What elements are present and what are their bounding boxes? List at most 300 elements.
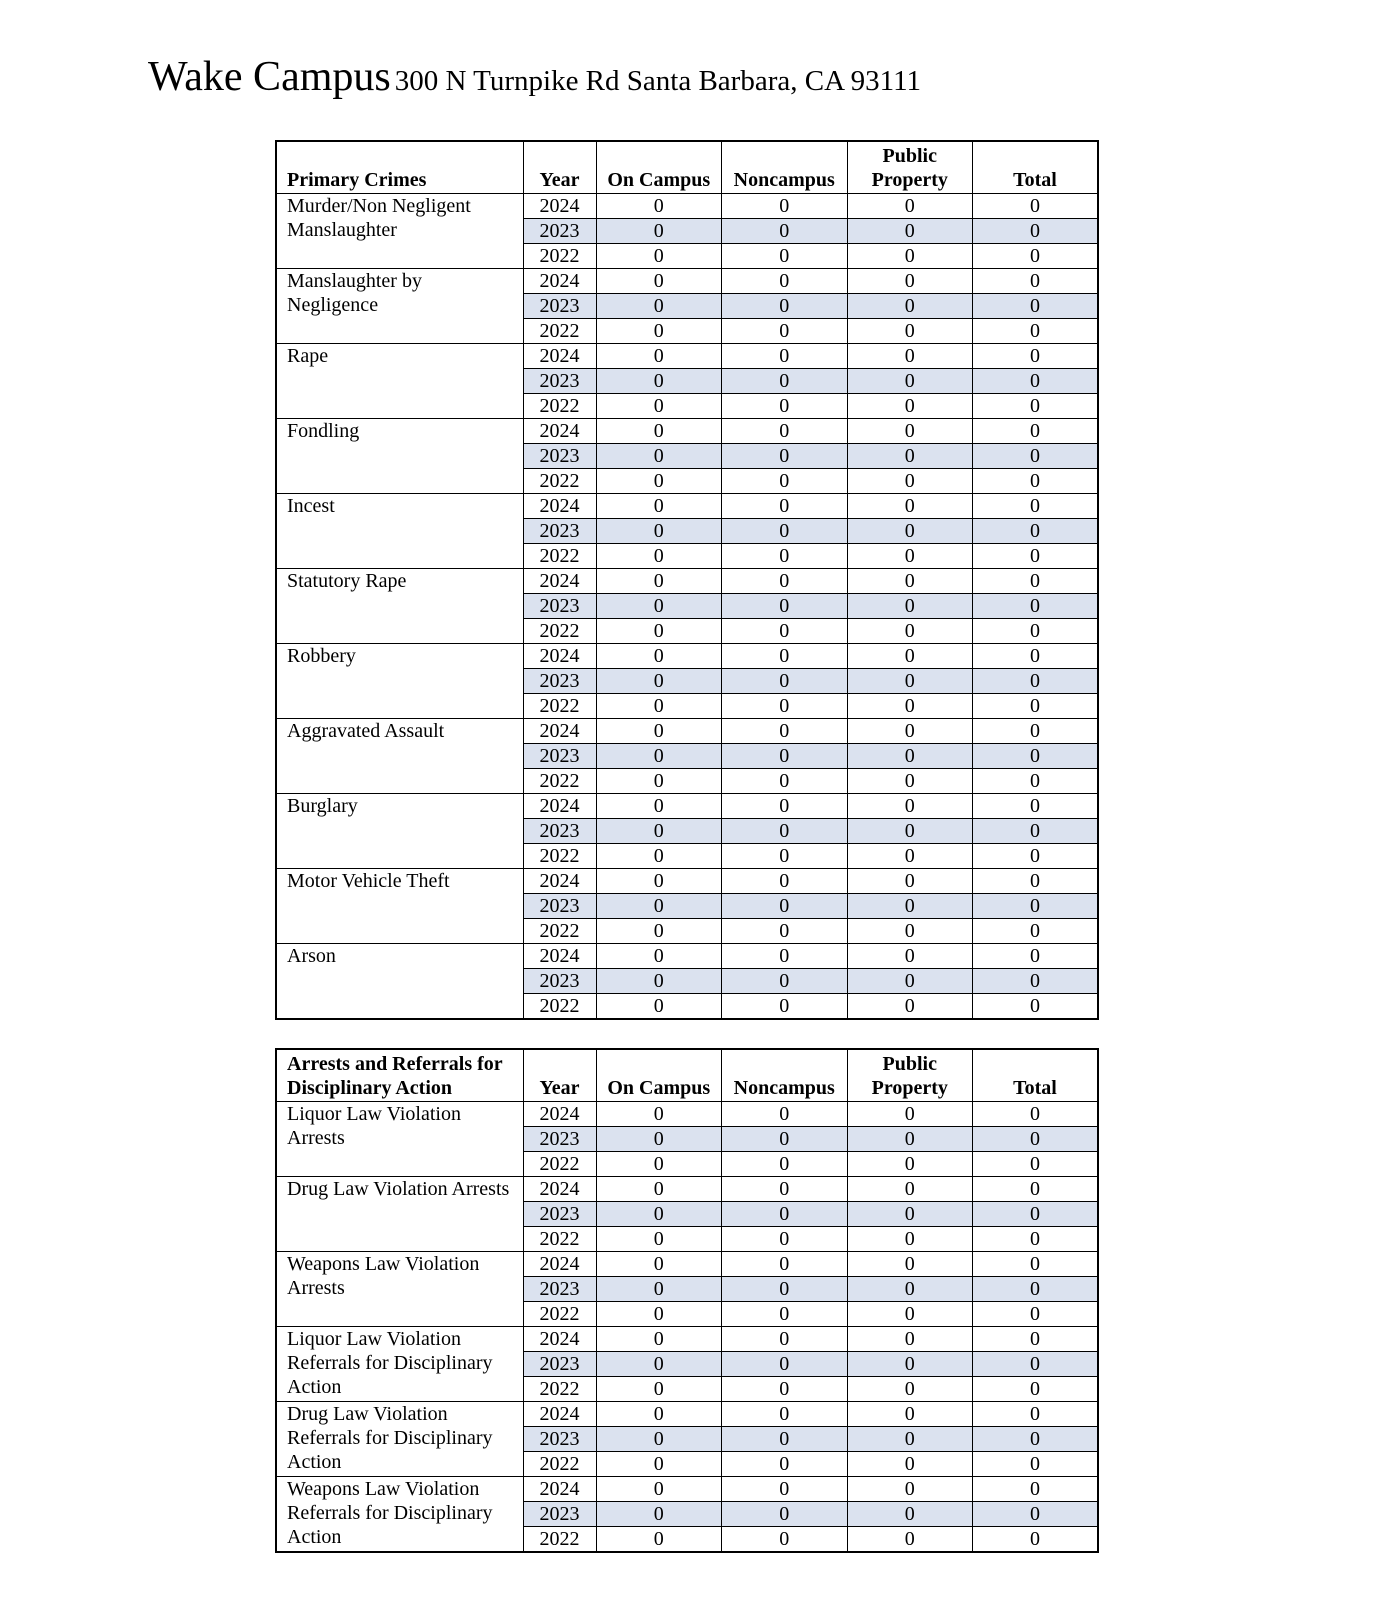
value-cell: 0 (847, 469, 973, 494)
year-cell: 2022 (523, 469, 596, 494)
value-cell: 0 (722, 1252, 848, 1277)
value-cell: 0 (596, 994, 722, 1020)
value-cell: 0 (973, 769, 1099, 794)
data-row (276, 1252, 1098, 1277)
value-cell: 0 (722, 1102, 848, 1127)
value-cell: 0 (847, 219, 973, 244)
year-cell: 2022 (523, 994, 596, 1020)
value-cell: 0 (847, 844, 973, 869)
value-cell: 0 (722, 444, 848, 469)
data-row (276, 1402, 1098, 1427)
value-cell: 0 (722, 619, 848, 644)
value-cell: 0 (722, 469, 848, 494)
year-cell: 2024 (523, 1177, 596, 1202)
value-cell: 0 (722, 1127, 848, 1152)
campus-name: Wake Campus (148, 54, 391, 100)
year-cell: 2023 (523, 894, 596, 919)
value-cell: 0 (847, 1177, 973, 1202)
value-cell: 0 (973, 444, 1099, 469)
value-cell: 0 (847, 1302, 973, 1327)
value-cell: 0 (973, 1527, 1099, 1553)
column-header-on-campus: On Campus (596, 1049, 722, 1102)
year-cell: 2024 (523, 1252, 596, 1277)
category-cell: Rape (276, 344, 523, 419)
value-cell: 0 (722, 219, 848, 244)
category-cell: Liquor Law Violation Referrals for Disciplinary Action (276, 1327, 523, 1402)
value-cell: 0 (722, 519, 848, 544)
value-cell: 0 (973, 919, 1099, 944)
category-cell: Arson (276, 944, 523, 1020)
column-header-year: Year (523, 141, 596, 194)
value-cell: 0 (973, 1502, 1099, 1527)
year-cell: 2022 (523, 619, 596, 644)
value-cell: 0 (596, 844, 722, 869)
column-header-noncampus: Noncampus (722, 1049, 848, 1102)
column-header-total: Total (973, 1049, 1099, 1102)
value-cell: 0 (973, 994, 1099, 1020)
value-cell: 0 (596, 1327, 722, 1352)
value-cell: 0 (973, 294, 1099, 319)
value-cell: 0 (847, 1352, 973, 1377)
value-cell: 0 (596, 1502, 722, 1527)
value-cell: 0 (973, 1277, 1099, 1302)
year-cell: 2022 (523, 244, 596, 269)
year-cell: 2023 (523, 444, 596, 469)
value-cell: 0 (847, 1452, 973, 1477)
value-cell: 0 (847, 319, 973, 344)
data-row (276, 869, 1098, 894)
value-cell: 0 (596, 319, 722, 344)
year-cell: 2023 (523, 219, 596, 244)
value-cell: 0 (722, 944, 848, 969)
year-cell: 2024 (523, 869, 596, 894)
value-cell: 0 (973, 594, 1099, 619)
value-cell: 0 (973, 194, 1099, 219)
value-cell: 0 (847, 1377, 973, 1402)
year-cell: 2024 (523, 269, 596, 294)
value-cell: 0 (847, 394, 973, 419)
value-cell: 0 (973, 969, 1099, 994)
value-cell: 0 (596, 794, 722, 819)
year-cell: 2023 (523, 594, 596, 619)
value-cell: 0 (722, 1452, 848, 1477)
value-cell: 0 (973, 219, 1099, 244)
value-cell: 0 (973, 1127, 1099, 1152)
value-cell: 0 (596, 294, 722, 319)
value-cell: 0 (847, 969, 973, 994)
value-cell: 0 (596, 394, 722, 419)
value-cell: 0 (973, 1102, 1099, 1127)
value-cell: 0 (973, 569, 1099, 594)
value-cell: 0 (722, 669, 848, 694)
year-cell: 2023 (523, 519, 596, 544)
year-cell: 2022 (523, 1152, 596, 1177)
value-cell: 0 (596, 694, 722, 719)
value-cell: 0 (722, 1327, 848, 1352)
year-cell: 2022 (523, 1377, 596, 1402)
value-cell: 0 (722, 269, 848, 294)
column-header-total: Total (973, 141, 1099, 194)
value-cell: 0 (722, 644, 848, 669)
value-cell: 0 (596, 769, 722, 794)
value-cell: 0 (847, 519, 973, 544)
data-row (276, 719, 1098, 744)
value-cell: 0 (847, 644, 973, 669)
value-cell: 0 (847, 494, 973, 519)
value-cell: 0 (847, 1502, 973, 1527)
value-cell: 0 (847, 269, 973, 294)
category-cell: Robbery (276, 644, 523, 719)
value-cell: 0 (596, 1102, 722, 1127)
value-cell: 0 (847, 869, 973, 894)
year-cell: 2022 (523, 544, 596, 569)
value-cell: 0 (596, 519, 722, 544)
table-label: Primary Crimes (276, 141, 523, 194)
data-row (276, 494, 1098, 519)
year-cell: 2023 (523, 744, 596, 769)
value-cell: 0 (847, 619, 973, 644)
year-cell: 2023 (523, 294, 596, 319)
value-cell: 0 (596, 419, 722, 444)
value-cell: 0 (722, 369, 848, 394)
data-row (276, 644, 1098, 669)
value-cell: 0 (596, 444, 722, 469)
data-row (276, 1177, 1098, 1202)
category-cell: Drug Law Violation Arrests (276, 1177, 523, 1252)
category-cell: Liquor Law Violation Arrests (276, 1102, 523, 1177)
data-row (276, 269, 1098, 294)
value-cell: 0 (596, 219, 722, 244)
value-cell: 0 (722, 494, 848, 519)
value-cell: 0 (722, 969, 848, 994)
year-cell: 2022 (523, 769, 596, 794)
value-cell: 0 (596, 869, 722, 894)
year-cell: 2022 (523, 319, 596, 344)
value-cell: 0 (722, 1477, 848, 1502)
value-cell: 0 (722, 794, 848, 819)
value-cell: 0 (973, 844, 1099, 869)
value-cell: 0 (722, 994, 848, 1020)
value-cell: 0 (847, 744, 973, 769)
value-cell: 0 (973, 794, 1099, 819)
year-cell: 2024 (523, 944, 596, 969)
value-cell: 0 (973, 869, 1099, 894)
value-cell: 0 (973, 644, 1099, 669)
value-cell: 0 (847, 694, 973, 719)
value-cell: 0 (973, 1452, 1099, 1477)
value-cell: 0 (973, 694, 1099, 719)
column-header-on-campus: On Campus (596, 141, 722, 194)
year-cell: 2023 (523, 669, 596, 694)
category-cell: Statutory Rape (276, 569, 523, 644)
data-row (276, 569, 1098, 594)
year-cell: 2023 (523, 1277, 596, 1302)
value-cell: 0 (847, 1252, 973, 1277)
data-row (276, 794, 1098, 819)
value-cell: 0 (722, 744, 848, 769)
value-cell: 0 (973, 1402, 1099, 1427)
value-cell: 0 (973, 744, 1099, 769)
value-cell: 0 (847, 1402, 973, 1427)
year-cell: 2023 (523, 369, 596, 394)
value-cell: 0 (847, 994, 973, 1020)
value-cell: 0 (847, 794, 973, 819)
value-cell: 0 (722, 569, 848, 594)
value-cell: 0 (847, 344, 973, 369)
value-cell: 0 (722, 544, 848, 569)
value-cell: 0 (722, 919, 848, 944)
year-cell: 2024 (523, 794, 596, 819)
value-cell: 0 (973, 1302, 1099, 1327)
value-cell: 0 (847, 1327, 973, 1352)
column-header-public-property: Public Property (847, 1049, 973, 1102)
year-cell: 2022 (523, 394, 596, 419)
year-cell: 2023 (523, 1427, 596, 1452)
value-cell: 0 (973, 394, 1099, 419)
value-cell: 0 (973, 894, 1099, 919)
year-cell: 2023 (523, 1502, 596, 1527)
category-cell: Fondling (276, 419, 523, 494)
value-cell: 0 (596, 969, 722, 994)
value-cell: 0 (596, 544, 722, 569)
value-cell: 0 (973, 544, 1099, 569)
value-cell: 0 (847, 419, 973, 444)
data-row (276, 1102, 1098, 1127)
value-cell: 0 (596, 894, 722, 919)
value-cell: 0 (973, 1477, 1099, 1502)
value-cell: 0 (847, 1427, 973, 1452)
value-cell: 0 (596, 1477, 722, 1502)
value-cell: 0 (847, 1127, 973, 1152)
year-cell: 2024 (523, 344, 596, 369)
data-row (276, 944, 1098, 969)
column-header-year: Year (523, 1049, 596, 1102)
value-cell: 0 (973, 669, 1099, 694)
value-cell: 0 (847, 1102, 973, 1127)
value-cell: 0 (722, 394, 848, 419)
value-cell: 0 (596, 194, 722, 219)
value-cell: 0 (596, 494, 722, 519)
value-cell: 0 (973, 1327, 1099, 1352)
value-cell: 0 (973, 944, 1099, 969)
year-cell: 2023 (523, 969, 596, 994)
value-cell: 0 (847, 669, 973, 694)
year-cell: 2024 (523, 194, 596, 219)
value-cell: 0 (722, 1377, 848, 1402)
value-cell: 0 (596, 1402, 722, 1427)
year-cell: 2024 (523, 1402, 596, 1427)
value-cell: 0 (973, 419, 1099, 444)
value-cell: 0 (596, 1377, 722, 1402)
value-cell: 0 (722, 319, 848, 344)
value-cell: 0 (596, 719, 722, 744)
value-cell: 0 (847, 1477, 973, 1502)
value-cell: 0 (847, 894, 973, 919)
value-cell: 0 (847, 544, 973, 569)
value-cell: 0 (847, 369, 973, 394)
year-cell: 2022 (523, 844, 596, 869)
value-cell: 0 (847, 769, 973, 794)
value-cell: 0 (722, 844, 848, 869)
value-cell: 0 (596, 244, 722, 269)
value-cell: 0 (973, 269, 1099, 294)
value-cell: 0 (847, 919, 973, 944)
value-cell: 0 (973, 519, 1099, 544)
value-cell: 0 (973, 1152, 1099, 1177)
value-cell: 0 (722, 294, 848, 319)
value-cell: 0 (596, 744, 722, 769)
year-cell: 2022 (523, 694, 596, 719)
value-cell: 0 (973, 1427, 1099, 1452)
value-cell: 0 (596, 619, 722, 644)
value-cell: 0 (596, 1302, 722, 1327)
value-cell: 0 (596, 919, 722, 944)
value-cell: 0 (722, 1352, 848, 1377)
value-cell: 0 (847, 1227, 973, 1252)
value-cell: 0 (722, 419, 848, 444)
year-cell: 2024 (523, 1327, 596, 1352)
year-cell: 2024 (523, 494, 596, 519)
value-cell: 0 (722, 1227, 848, 1252)
value-cell: 0 (722, 1502, 848, 1527)
value-cell: 0 (596, 644, 722, 669)
value-cell: 0 (973, 1252, 1099, 1277)
value-cell: 0 (596, 1427, 722, 1452)
year-cell: 2024 (523, 569, 596, 594)
value-cell: 0 (722, 1277, 848, 1302)
arrests-referrals-table (275, 1048, 1099, 1553)
value-cell: 0 (596, 569, 722, 594)
value-cell: 0 (596, 594, 722, 619)
value-cell: 0 (596, 1452, 722, 1477)
value-cell: 0 (596, 469, 722, 494)
value-cell: 0 (847, 594, 973, 619)
year-cell: 2023 (523, 1352, 596, 1377)
value-cell: 0 (596, 669, 722, 694)
value-cell: 0 (847, 1277, 973, 1302)
value-cell: 0 (847, 1527, 973, 1553)
value-cell: 0 (973, 244, 1099, 269)
primary-crimes-table (275, 140, 1099, 1020)
value-cell: 0 (722, 869, 848, 894)
value-cell: 0 (847, 244, 973, 269)
value-cell: 0 (973, 1177, 1099, 1202)
year-cell: 2023 (523, 819, 596, 844)
value-cell: 0 (973, 719, 1099, 744)
value-cell: 0 (973, 1352, 1099, 1377)
year-cell: 2024 (523, 1102, 596, 1127)
value-cell: 0 (596, 1527, 722, 1553)
data-row (276, 194, 1098, 219)
data-row (276, 419, 1098, 444)
value-cell: 0 (847, 294, 973, 319)
value-cell: 0 (847, 569, 973, 594)
value-cell: 0 (722, 719, 848, 744)
value-cell: 0 (596, 1277, 722, 1302)
category-cell: Incest (276, 494, 523, 569)
value-cell: 0 (847, 944, 973, 969)
value-cell: 0 (722, 244, 848, 269)
value-cell: 0 (722, 1202, 848, 1227)
value-cell: 0 (722, 1302, 848, 1327)
value-cell: 0 (722, 1427, 848, 1452)
year-cell: 2022 (523, 1527, 596, 1553)
value-cell: 0 (973, 819, 1099, 844)
value-cell: 0 (722, 1152, 848, 1177)
value-cell: 0 (722, 894, 848, 919)
value-cell: 0 (596, 1152, 722, 1177)
value-cell: 0 (722, 694, 848, 719)
value-cell: 0 (973, 1202, 1099, 1227)
data-row (276, 344, 1098, 369)
data-row (276, 1477, 1098, 1502)
value-cell: 0 (596, 1127, 722, 1152)
year-cell: 2024 (523, 419, 596, 444)
category-cell: Weapons Law Violation Referrals for Disciplinary Action (276, 1477, 523, 1553)
value-cell: 0 (973, 619, 1099, 644)
value-cell: 0 (847, 1152, 973, 1177)
value-cell: 0 (596, 944, 722, 969)
value-cell: 0 (596, 819, 722, 844)
value-cell: 0 (722, 769, 848, 794)
year-cell: 2023 (523, 1127, 596, 1152)
value-cell: 0 (847, 1202, 973, 1227)
value-cell: 0 (973, 494, 1099, 519)
value-cell: 0 (596, 1202, 722, 1227)
value-cell: 0 (847, 194, 973, 219)
value-cell: 0 (722, 1402, 848, 1427)
category-cell: Drug Law Violation Referrals for Disciplinary Action (276, 1402, 523, 1477)
value-cell: 0 (973, 469, 1099, 494)
value-cell: 0 (596, 1252, 722, 1277)
value-cell: 0 (596, 1177, 722, 1202)
column-header-noncampus: Noncampus (722, 141, 848, 194)
data-row (276, 1327, 1098, 1352)
value-cell: 0 (722, 1177, 848, 1202)
page-title (0, 0, 1374, 104)
column-header-public-property: Public Property (847, 141, 973, 194)
year-cell: 2023 (523, 1202, 596, 1227)
value-cell: 0 (596, 344, 722, 369)
value-cell: 0 (973, 344, 1099, 369)
table-label: Arrests and Referrals for Disciplinary Action (276, 1049, 523, 1102)
category-cell: Weapons Law Violation Arrests (276, 1252, 523, 1327)
value-cell: 0 (722, 819, 848, 844)
value-cell: 0 (596, 1352, 722, 1377)
value-cell: 0 (722, 1527, 848, 1553)
value-cell: 0 (722, 344, 848, 369)
value-cell: 0 (596, 1227, 722, 1252)
category-cell: Aggravated Assault (276, 719, 523, 794)
category-cell: Motor Vehicle Theft (276, 869, 523, 944)
value-cell: 0 (973, 1227, 1099, 1252)
year-cell: 2024 (523, 644, 596, 669)
year-cell: 2022 (523, 1452, 596, 1477)
header-row (276, 1049, 1098, 1102)
value-cell: 0 (973, 1377, 1099, 1402)
year-cell: 2024 (523, 719, 596, 744)
value-cell: 0 (722, 194, 848, 219)
year-cell: 2022 (523, 1227, 596, 1252)
value-cell: 0 (973, 319, 1099, 344)
value-cell: 0 (722, 594, 848, 619)
value-cell: 0 (596, 269, 722, 294)
value-cell: 0 (847, 444, 973, 469)
value-cell: 0 (847, 819, 973, 844)
category-cell: Burglary (276, 794, 523, 869)
year-cell: 2024 (523, 1477, 596, 1502)
value-cell: 0 (847, 719, 973, 744)
